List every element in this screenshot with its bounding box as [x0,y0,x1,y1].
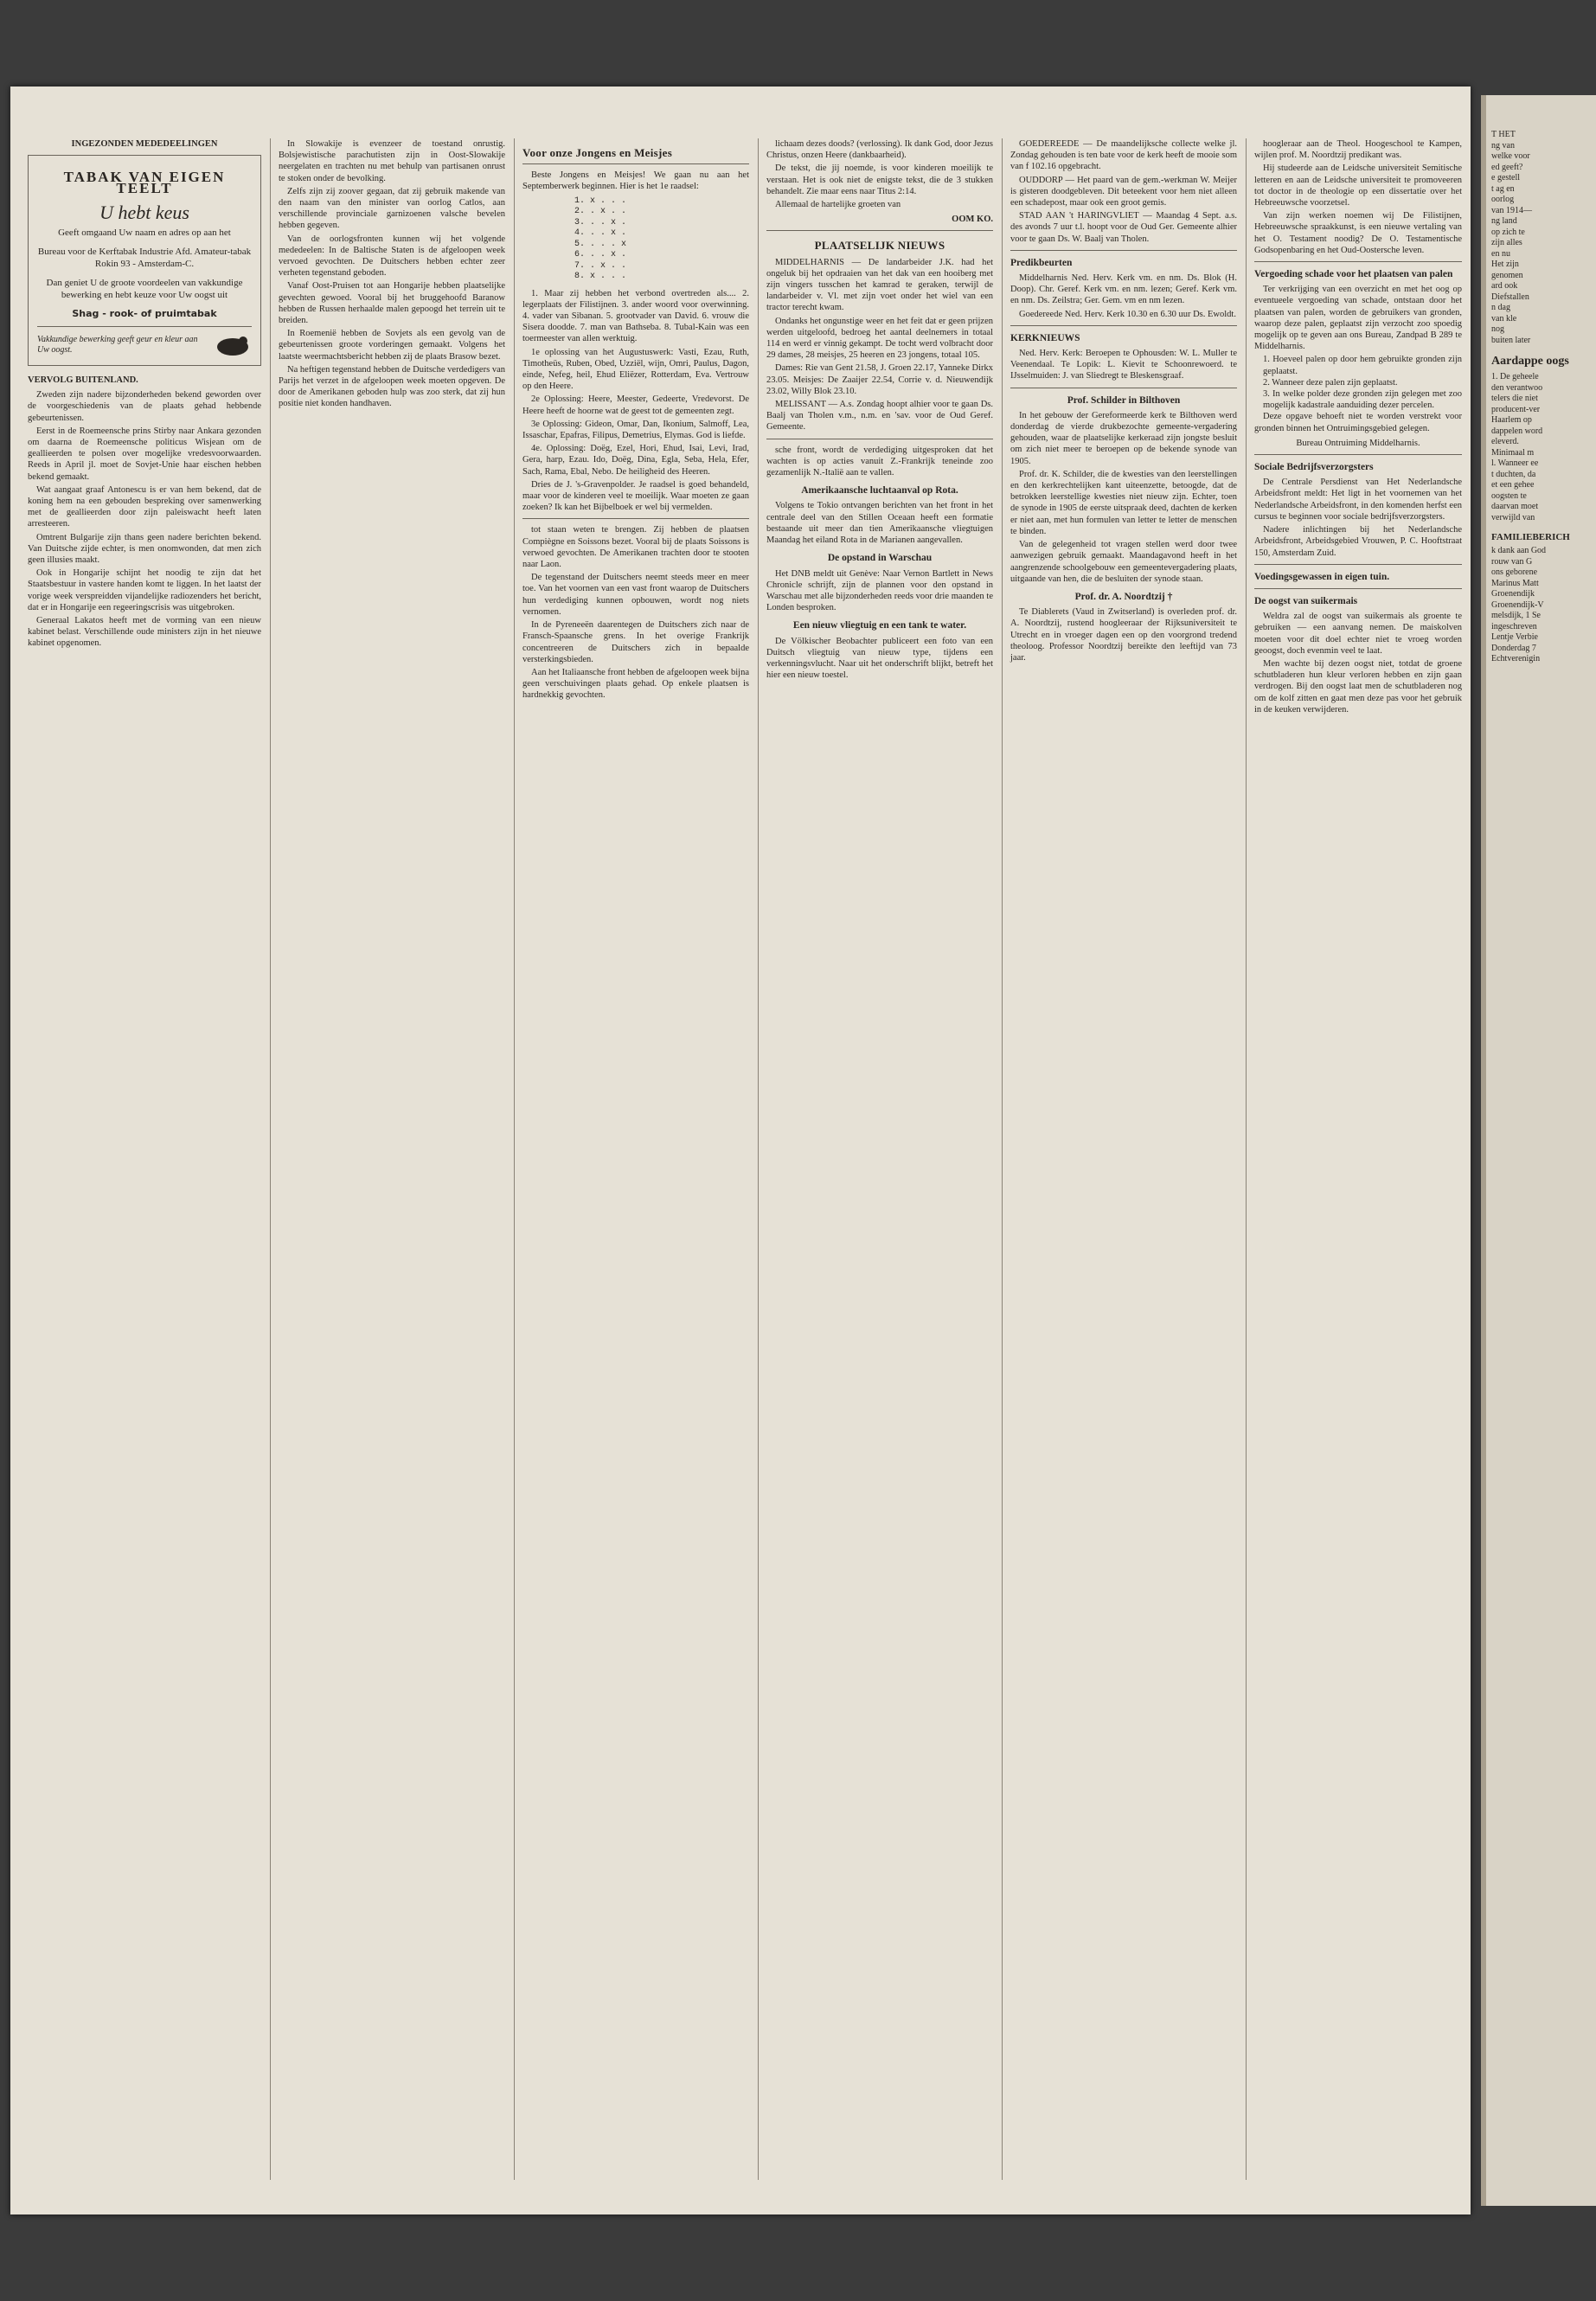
text-fragment: Minimaal m [1491,447,1535,458]
puzzle-row: 8. x . . . [574,272,627,282]
article-paragraph: MELISSANT — A.s. Zondag hoopt alhier voor te gaan Ds. Baalj van Tholen v.m., n.m. en 'sav. voor de Oud Geref. Gemeente. [766,400,993,433]
text-fragment: oogsten te [1491,490,1527,501]
text-fragments [1491,130,1593,346]
text-fragment: Groenendijk-V [1491,599,1544,610]
text-fragment: nog [1491,324,1504,334]
text-fragment: producent-ver [1491,404,1541,414]
text-fragment: melsdijk, 1 Se [1491,611,1541,620]
column-divider [514,138,515,2180]
text-fragment: T HET [1491,130,1516,139]
article-paragraph: In de Pyreneeën daarentegen de Duitschers zich naar de Fransch-Spaansche grens. In het overige Frankrijk concentreeren de Duitschers zich in bepaalde versterkingsbieden. [522,620,749,664]
text-fragment: verwijld van [1491,512,1535,522]
article-paragraph: GOEDEREEDE — De maandelijksche collecte welke jl. Zondag gehouden is ten bate voor de kerk heeft de mooie som van f 102.16 opgebracht. [1010,139,1237,172]
article-paragraph: Aan het Italiaansche front hebben de afgeloopen week bijna geen verschuivingen plaats gehad. Op enkele plaatsen is hardnekkig gevochten. [522,667,749,701]
text-fragment: ng land [1491,216,1517,226]
section-header: INGEZONDEN MEDEDEELINGEN [71,139,218,149]
text-fragment: Het zijn [1491,260,1519,269]
signature: OOM KO. [952,215,993,225]
signature: Bureau Ontruiming Middelharnis. [1296,438,1420,448]
puzzle-row: 4. . . x . [574,228,627,239]
article-paragraph: In Roemenië hebben de Sovjets als een gevolg van de gebeurtenissen groote vorderingen gemaakt. Volgens het laatste weermachtsbericht hebben zij de plaats Brasow bezet. [279,329,505,362]
text-fragment: welke voor [1491,151,1530,161]
ad-title: TABAK VAN EIGEN TEELT [63,169,226,197]
column-divider [758,138,759,2180]
local-news-heading: PLAATSELIJK NIEUWS [814,239,945,253]
puzzle-row: 6. . . x . [574,250,627,260]
text-fragment: eleverd. [1491,437,1519,446]
cow-logo-icon [214,332,252,358]
divider [1254,588,1462,589]
column-2 [279,138,505,412]
section-heading: De oogst van suikermais [1254,595,1358,606]
column-6 [1254,138,1462,717]
article-paragraph: lichaam dezes doods? (verlossing). Ik dank God, door Jezus Christus, onzen Heere (dankbaarheid). [766,139,993,161]
article-paragraph: Beste Jongens en Meisjes! We gaan nu aan het Septemberwerk beginnen. Hier is het 1e raadsel: [522,170,749,192]
column-divider [1002,138,1003,2180]
column-5 [1010,138,1237,665]
article-paragraph: Weldra zal de oogst van suikermais als groente te gebruiken — een aanvang nemen. De maiskolven moeten voor dit doel echter niet te vroeg worden geoogst, doch evenmin veel te laat. [1254,612,1462,656]
article-paragraph: Ned. Herv. Kerk: Beroepen te Ophousden: W. L. Muller te Veenendaal. Te Lopik: L. Kievit te Schoonrewoerd. te IJsselmuiden: J. van Sliedregt te Bleskensgraaf. [1010,349,1237,381]
tabak-advertisement [28,155,261,366]
article-paragraph: Ondanks het ongunstige weer en het feit dat er geen prijzen werden uitgeloofd, bedroeg het aantal deelnemers in totaal 114 en werd er vinnig gekampt. De tocht werd volbracht door 29 dames, 28 meisjes, 25 heeren en 23 jongens, totaal 105. [766,316,993,361]
text-fragment: Haarlem op [1491,415,1532,425]
family-notices-heading: FAMILIEBERICH [1491,532,1570,542]
text-fragment: op zich te [1491,227,1525,237]
text-fragments [1491,372,1593,523]
article-paragraph: Nadere inlichtingen bij het Nederlandsche Arbeidsfront, Arbeidsgebied Vrouwen, P. C. Hooftstraat 150, Amsterdam Zuid. [1254,525,1462,558]
adjacent-heading: Aardappe oogs [1491,355,1569,368]
article-paragraph: tot staan weten te brengen. Zij hebben de plaatsen Compiègne en Soissons bezet. Vooral bij de plaats Soissons is verwoed gevochten. De Amerikanen trachten door te stooten naar Laon. [522,525,749,570]
puzzle-row: 7. . x . . [574,260,627,271]
section-heading: Prof. Schilder in Bilthoven [1067,394,1181,406]
adjacent-page-text [1486,95,1596,665]
column-divider [270,138,271,2180]
article-paragraph: Zelfs zijn zij zoover gegaan, dat zij gebruik makende van den naam van den minister van oorlog Catlos, aan verschillende provinciale garnizoenen valsche bevelen hebben gegeven. [279,186,505,231]
column-1 [28,138,261,651]
subheading: Amerikaansche luchtaanval op Rota. [801,485,958,497]
section-title: VERVOLG BUITENLAND. [28,375,138,386]
text-fragment: Echtverenigin [1491,654,1541,663]
article-paragraph: Vanaf Oost-Pruisen tot aan Hongarije hebben plaatselijke gevechten gewoed. Vooral bij het bruggehoofd Baranow hebben de Russen herhaalde malen gepoogd het terrein uit te breiden. [279,281,505,326]
ad-address: Bureau voor de Kerftabak Industrie Afd. Amateur-tabak Rokin 93 - Amsterdam-C. [37,246,252,269]
newspaper-page [10,87,1471,2214]
section-heading: Voedingsgewassen in eigen tuin. [1254,571,1390,582]
article-paragraph: Van zijn werken noemen wij De Filistijnen, Hebreeuwsche spraakkunst, is een nieuwe vertaling van het O. Testament noodig? De O. Testamentische Godsopenbaring en het Oud-Oostersche leven. [1254,211,1462,255]
article-paragraph: Ook in Hongarije schijnt het noodig te zijn dat het Staatsbestuur in vastere handen komt te liggen. In het laatst der vorige week verspreidden vijandelijke radiozenders het bericht, dat er in Hongarije een regeeringscrisis was uitgebroken. [28,568,261,612]
article-paragraph: Volgens te Tokio ontvangen berichten van het front in het centrale deel van den Stillen Oceaan heeft een formatie bestaande uit meer dan tien Amerikaansche vliegtuigen Maandag het eiland Rota in de Marianen aangevallen. [766,501,993,546]
text-fragment: buiten later [1491,335,1531,345]
divider [1254,564,1462,565]
numbered-list [1254,354,1462,411]
puzzle-row: 3. . . x . [574,217,627,228]
text-fragment: Donderdag 7 [1491,643,1536,653]
text-fragment: 1. De geheele [1491,372,1539,381]
ad-text-3: Dan geniet U de groote voordeelen van vakkundige bewerking en hebt keuze voor Uw oogst uit [46,277,243,300]
divider [1254,261,1462,262]
text-fragment: van kle [1491,313,1517,324]
text-fragment: Lentje Verbie [1491,632,1538,642]
article-paragraph: Wat aangaat graaf Antonescu is er van hem bekend, dat de koning hem na een gebouden bespreking over samenwerking met de geallieerden door zijn paleiswacht heeft laten arresteeren. [28,484,261,529]
text-fragment: rouw van G [1491,556,1533,567]
article-paragraph: De Völkischer Beobachter publiceert een foto van een Duitsch vliegtuig van nieuw type, tijdens een verkenningsvlucht. Naar uit het onderschrift blijkt, betreft het hier een nieuw toestel. [766,636,993,681]
text-fragment: ingeschreven [1491,621,1537,631]
text-fragments [1491,546,1593,665]
ad-logo-text: Vakkundige bewerking geeft geur en kleur aan Uw oogst. [37,335,198,356]
article-paragraph: In Slowakije is evenzeer de toestand onrustig. Bolsjewistische parachutisten zijn in Oost-Slowakije neergelaten en trachten nu met behulp van partisanen onrust te stoken onder de bevolking. [279,139,505,183]
article-paragraph: 4e. Oplossing: Doëg, Ezel, Hori, Ehud, Isai, Levi, Irad, Gera, harp, Ezau. Ido, Doëg, Dina, Egla, Seba, Hela, Efer, Sach, Rama, Ebal, Nebo. De heiligheid des Heeren. [522,444,749,477]
article-paragraph: Omtrent Bulgarije zijn thans geen nadere berichten bekend. Van Duitsche zijde echter, is men onomwonden, dat men zich geen illusies maakt. [28,532,261,566]
article-paragraph: Ter verkrijging van een overzicht en met het oog op eventueele vergoeding van schade, ontstaan door het plaatsen van palen, worden de gebruikers van gronden, waarop deze palen, geplaatst zijn verzocht zoo spoedig mogelijk op te geven aan ons Bureau, Zandpad B 289 te Middelharnis. [1254,285,1462,352]
article-paragraph: Eerst in de Roemeensche prins Stirby naar Ankara gezonden om daarna de Roemeensche politicus Wisjean om de geallieerden te polsen over mogelijke vredesvoorwaarden. Reeds in April jl. moet de Sovjet-Unie haar eischen hebben bekend gemaakt. [28,426,261,482]
article-paragraph: STAD AAN 't HARINGVLIET — Maandag 4 Sept. a.s. des avonds 7 uur t.l. hoopt voor de Oud Ger. Gemeente alhier voor te gaan Ds. W. Baalj van Tholen. [1010,211,1237,244]
divider [1010,325,1237,326]
text-fragment: l. Wanneer ee [1491,458,1539,468]
youth-heading: Voor onze Jongens en Meisjes [522,146,673,159]
adjacent-page-edge [1481,95,1596,2206]
article-paragraph: 3e Oplossing: Gideon, Omar, Dan, Ikonium, Salmoff, Lea, Issaschar, Epafras, Filipus, Demetrius, Elymas. God is liefde. [522,419,749,441]
ad-tabak-types: Shag - rook- of pruimtabak [72,307,217,319]
article-paragraph: Men wachte bij dezen oogst niet, totdat de groene schutbladeren hun kleur verloren hebben en zijn gaan verdrogen. Bij den oogst laat men de schutbladeren nog om de kolf zitten en gaat men deze pas voor het gebruik in de keuken verwijderen. [1254,658,1462,715]
list-item: 3. In welke polder deze gronden zijn gelegen met zoo mogelijk kadastrale aanduiding dezer percelen. [1263,389,1462,411]
divider [522,518,749,519]
list-item: 2. Wanneer deze palen zijn geplaatst. [1263,377,1398,388]
puzzle-row: 5. . . . x [574,239,627,249]
article-paragraph: De tekst, die jij noemde, is voor kinderen moeilijk te verstaan. Het is ook niet de enigste tekst, die de 3 stukken behandelt. Zie maar eens naar Titus 2:14. [766,163,993,196]
text-fragment: Diefstallen [1491,292,1529,302]
puzzle-grid [574,196,749,283]
column-divider [1246,138,1247,2180]
article-paragraph: 1e oplossing van het Augustuswerk: Vasti, Ezau, Ruth, Timotheüs, Ruben, Obed, Uzziël, wijn, Omri, Paulus, Dagon, einde, Nefeg, heil, Ehud Eliëzer, Rotterdam, Eva. Vertrouw op den Heere. [522,347,749,392]
article-paragraph: In het gebouw der Gereformeerde kerk te Bilthoven werd donderdag de vierde drukbezochte gemeente-vergadering gehouden, waar de plaatselijke kerkeraad zijn jongste besluit om zich niet meer te beroepen op de bekende synode van 1905. [1010,410,1237,466]
divider [1010,250,1237,251]
puzzle-row: 1. x . . . [574,195,627,206]
article-paragraph: De tegenstand der Duitschers neemt steeds meer en meer toe. Van het voornen van een vast front waarop de Duitschers hun verdediging kunnen opbouwen, wordt nog niets vernomen. [522,573,749,617]
text-fragment: oorlog [1491,195,1515,204]
article-paragraph: Allemaal de hartelijke groeten van [775,200,901,210]
text-fragment: t duchten, da [1491,469,1536,479]
article-paragraph: MIDDELHARNIS — De landarbeider J.K. had het ongeluk bij het opdraaien van het dak van een hooiberg met zijn vingers tusschen het kamrad te geraken, terwijl de landarbeider v. Vl. met zijn voet onder het wiel van een tractor terecht kwam. [766,257,993,313]
article-paragraph: Generaal Lakatos heeft met de vorming van een nieuw kabinet belast. Verschillende oude ministers zijn in het nieuwe kabinet opgenomen. [28,616,261,649]
section-heading: KERKNIEUWS [1010,332,1080,343]
article-paragraph: Hij studeerde aan de Leidsche universiteit Semitische letteren en aan de Leidsche universiteit te promoveeren tot doctor in de theologie op een dissertatie over het Hebreeuwsche voorzetsel. [1254,163,1462,208]
article-paragraph: hoogleraar aan de Theol. Hoogeschool te Kampen, wijlen prof. M. Noordtzij predikant was. [1254,139,1462,161]
text-fragment: genomen [1491,270,1523,280]
section-heading: Vergoeding schade voor het plaatsen van palen [1254,269,1453,280]
column-3 [522,138,749,703]
article-paragraph: sche front, wordt de verdediging uitgesproken dat het wachten is op acties vanuit Z.-Frankrijk teneinde zoo gezamenlijk N.-Italië aan te vallen. [766,445,993,478]
article-paragraph: Zweden zijn nadere bijzonderheden bekend geworden over de voorgeschiedenis van de plaats gehad hebbende gebeurtenissen. [28,390,261,423]
section-heading: Predikbeurten [1010,257,1073,268]
text-fragment: ng van [1491,140,1515,151]
article-paragraph: Het DNB meldt uit Genève: Naar Vernon Bartlett in News Chronicle schrijft, zijn de plannen voor den opstand in Warschau met alle bijzonderheden reeds voor drie maanden te Londen besproken. [766,568,993,613]
article-paragraph: Na heftigen tegenstand hebben de Duitsche verdedigers van Parijs het verzet in de afgeloopen week moeten opgeven. De door de Amerikanen geboden hulp was zoo sterk, dat zij hun positie niet konden handhaven. [279,364,505,409]
article-paragraph: Prof. dr. K. Schilder, die de kwesties van den leerstellingen en den kerkrechtelijken kant uiteenzette, betoogde, dat de betrokken leerstellige kwesties niet nieuw zijn. Echter, toen de synode in 1905 de eerste uitspraak deed, dachten de kerken er niet aan, met hun formulen van letter te letter de menschen te binden. [1010,469,1237,536]
text-fragment: dappelen word [1491,426,1543,436]
section-heading: Sociale Bedrijfsverzorgsters [1254,462,1374,473]
subheading: De opstand in Warschau [827,553,933,564]
article-paragraph: Van de gelegenheid tot vragen stellen werd door twee aanwezigen gebruik gemaakt. Maandagavond heeft in het aangrenzende schoolgebouw een gemeentevergadering plaats, uitgaande van hen, die de besluiten der synode staan. [1010,540,1237,584]
article-paragraph: Dames: Rie van Gent 21.58, J. Groen 22.17, Yanneke Dirkx 23.05. Meisjes: De Zaaijer 22.54, Corrie v. d. Nieuwendijk 23.02, Willy Blok 23.10. [766,363,993,396]
text-fragment: k dank aan God [1491,546,1547,555]
column-4 [766,138,993,683]
article-paragraph: Dries de J. 's-Gravenpolder. Je raadsel is goed behandeld, maar voor de kinderen veel te moeilijk. Waar moeten ze gaan zoeken? Ik kan het Bijbelboek er wel bij vermelden. [522,479,749,513]
divider [522,163,749,164]
text-fragment: Marinus Matt [1491,578,1539,588]
text-fragment: ed geeft? [1491,162,1523,172]
subheading: Een nieuw vliegtuig en een tank te water. [792,620,967,631]
text-fragment: ard ook [1491,281,1518,291]
article-paragraph: De Centrale Persdienst van Het Nederlandsche Arbeidsfront meldt: Het ligt in het voornemen van het Nederlandsche Arbeidsfront, in den komenden herfst een cursus te beginnen voor sociale bedrijfsverzorgsters. [1254,478,1462,522]
text-fragment: en nu [1491,248,1510,259]
text-fragment: t ag en [1491,183,1515,194]
text-fragment: zijn alles [1491,238,1522,247]
ad-text-1: Geeft omgaand Uw naam en adres op aan het [58,227,231,238]
text-fragment: daarvan moet [1491,502,1539,511]
article-paragraph: Van de oorlogsfronten kunnen wij het volgende mededeelen: In de Baltische Staten is de afgeloopen week vervoed gevochten. De Duitschers hebben echter zeer verheten tegenstand geboden. [279,234,505,279]
text-fragment: e gestell [1491,173,1521,183]
text-fragment: Groenendijk [1491,589,1535,599]
ad-logo-row [37,326,252,358]
text-fragment: ons geborene [1491,567,1538,577]
section-heading: Prof. dr. A. Noordtzij † [1074,591,1173,602]
ad-slogan: U hebt keus [99,201,189,223]
text-fragment: et een gehee [1491,480,1535,490]
article-paragraph: OUDDORP — Het paard van de gem.-werkman W. Meijer is gisteren doodgebleven. Dit beteekent voor hem niet alleen een schadepost, maar ook een groot gemis. [1010,175,1237,208]
text-fragment: telers die niet [1491,394,1538,403]
divider [1254,454,1462,455]
text-fragment: van 1914— [1491,205,1532,215]
article-paragraph: 1. Maar zij hebben het verbond overtreden als.... 2. legerplaats der Filistijnen. 3. ander woord voor overwinning. 4. vader van Sibanan. 5. grootvader van David. 6. vrouw die Sisera doodde. 7. man van Bathseba. 8. Tubal-Kain was een toermeester van allen werktuig. [522,288,749,344]
article-paragraph: Middelharnis Ned. Herv. Kerk vm. en nm. Ds. Blok (H. Doop). Chr. Geref. Kerk vm. en nm. lezen; Geref. Kerk vm. en nm. Ds. Zeilstra; Ger. Gem. vm en nm lezen. [1010,273,1237,306]
list-item: 1. Hoeveel palen op door hem gebruikte gronden zijn geplaatst. [1263,355,1462,376]
puzzle-row: 2. . x . . [574,207,627,217]
text-fragment: n dag [1491,303,1510,312]
text-fragment: den verantwoo [1491,382,1543,393]
article-paragraph: Te Diablerets (Vaud in Zwitserland) is overleden prof. dr. A. Noordtzij, rustend hoogleeraar der Rijksuniversiteit te Utrecht en in vroeger dagen een op den voorgrond tredend theoloog. Professor Noordtzij bereikte den leeftijd van 73 jaar. [1010,607,1237,663]
article-paragraph: Deze opgave behoeft niet te worden verstrekt voor gronden binnen het Ontruimingsgebied gelegen. [1254,412,1462,433]
article-paragraph: 2e Oplossing: Heere, Meester, Gedeerte, Vredevorst. De Heere heeft de hoorne wat de geest tot de gemeenten zegt. [522,394,749,416]
article-paragraph: Goedereede Ned. Herv. Kerk 10.30 en 6.30 uur Ds. Ewoldt. [1019,309,1236,319]
divider [766,230,993,231]
